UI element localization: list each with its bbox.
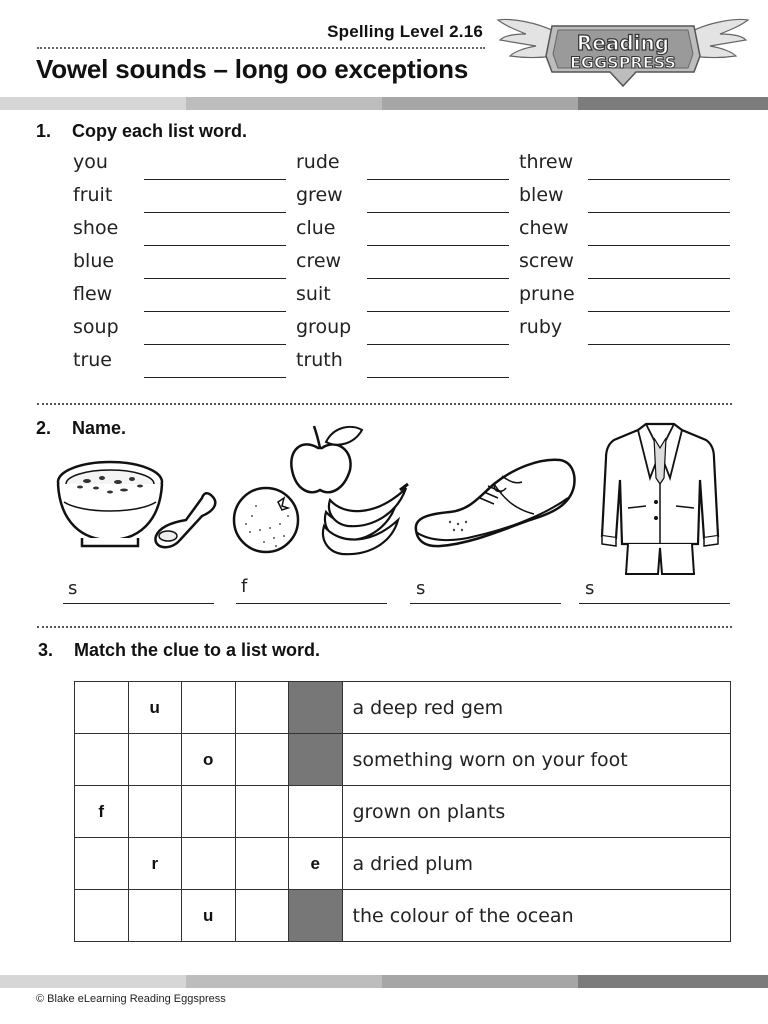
answer-letter-suit: s [585, 578, 595, 599]
clue-text: the colour of the ocean [342, 890, 730, 942]
footer-copyright: © Blake eLearning Reading Eggspress [36, 993, 226, 1005]
copy-line[interactable] [588, 179, 730, 180]
copy-line[interactable] [144, 377, 286, 378]
list-word: shoe [73, 217, 119, 239]
letter-cell[interactable]: u [182, 890, 236, 942]
list-word: soup [73, 316, 119, 338]
copy-line[interactable] [588, 311, 730, 312]
letter-cell[interactable] [75, 734, 129, 786]
grid-row [75, 786, 731, 838]
letter-cell[interactable] [235, 682, 289, 734]
letter-cell[interactable]: e [289, 838, 343, 890]
list-word: fruit [73, 184, 113, 206]
spelling-level: Spelling Level 2.16 [327, 22, 483, 41]
question-2-number: 2. [36, 418, 52, 438]
letter-cell[interactable] [75, 838, 129, 890]
shaded-cell [289, 890, 343, 942]
fruit-icon [230, 420, 410, 560]
list-word: clue [296, 217, 336, 239]
answer-letter-shoe: s [416, 578, 426, 599]
copy-line[interactable] [367, 212, 509, 213]
list-word: grew [296, 184, 343, 206]
letter-cell[interactable]: u [128, 682, 182, 734]
question-1-heading [36, 121, 247, 142]
copy-line[interactable] [588, 344, 730, 345]
letter-cell[interactable]: f [75, 786, 129, 838]
list-word: blue [73, 250, 115, 272]
list-word: rude [296, 151, 340, 173]
letter-cell[interactable] [128, 890, 182, 942]
question-3-instruction: Match the clue to a list word. [74, 640, 321, 660]
copy-line[interactable] [144, 344, 286, 345]
list-word: you [73, 151, 108, 173]
list-word: group [296, 316, 352, 338]
grid-row [75, 838, 731, 890]
logo-text-reading: Reading [576, 31, 670, 55]
grid-row [75, 734, 731, 786]
reading-eggspress-logo [496, 12, 750, 90]
question-2-heading [36, 418, 126, 439]
list-word: threw [519, 151, 574, 173]
list-word: truth [296, 349, 343, 371]
soup-bowl-icon [52, 452, 222, 557]
list-word: crew [296, 250, 342, 272]
question-1-instruction: Copy each list word. [72, 121, 248, 141]
list-word: prune [519, 283, 575, 305]
grid-row [75, 682, 731, 734]
crossword-grid [74, 681, 731, 942]
answer-line-soup[interactable] [63, 603, 214, 604]
logo-text-eggspress: EGGSPRESS [569, 53, 677, 72]
clue-text: a deep red gem [342, 682, 730, 734]
letter-cell[interactable] [75, 682, 129, 734]
copy-line[interactable] [588, 278, 730, 279]
letter-cell[interactable] [75, 890, 129, 942]
list-word: flew [73, 283, 113, 305]
list-word: screw [519, 250, 574, 272]
copy-line[interactable] [367, 245, 509, 246]
letter-cell[interactable] [235, 890, 289, 942]
copy-line[interactable] [144, 311, 286, 312]
list-word: chew [519, 217, 569, 239]
letter-cell[interactable] [235, 734, 289, 786]
shaded-cell [289, 682, 343, 734]
copy-line[interactable] [367, 278, 509, 279]
list-word: suit [296, 283, 331, 305]
list-word: ruby [519, 316, 563, 338]
letter-cell[interactable] [235, 838, 289, 890]
letter-cell[interactable] [182, 682, 236, 734]
copy-line[interactable] [144, 212, 286, 213]
letter-cell[interactable]: r [128, 838, 182, 890]
answer-line-shoe[interactable] [410, 603, 561, 604]
suit-icon [598, 418, 728, 576]
shoe-icon [410, 452, 580, 552]
letter-cell[interactable] [182, 786, 236, 838]
grid-row [75, 890, 731, 942]
question-3-heading [38, 640, 320, 661]
copy-line[interactable] [588, 212, 730, 213]
answer-line-suit[interactable] [579, 603, 730, 604]
shaded-cell [289, 734, 343, 786]
copy-line[interactable] [367, 179, 509, 180]
section-divider-1 [37, 403, 732, 405]
answer-letter-fruit: f [241, 576, 248, 597]
copy-line[interactable] [144, 245, 286, 246]
letter-cell[interactable] [235, 786, 289, 838]
copy-line[interactable] [367, 377, 509, 378]
letter-cell[interactable] [128, 734, 182, 786]
letter-cell[interactable] [128, 786, 182, 838]
copy-line[interactable] [144, 179, 286, 180]
clue-text: grown on plants [342, 786, 730, 838]
footer-color-bar [0, 975, 768, 988]
list-word: true [73, 349, 112, 371]
header-divider [37, 47, 485, 49]
letter-cell[interactable] [182, 838, 236, 890]
copy-line[interactable] [367, 311, 509, 312]
copy-line[interactable] [144, 278, 286, 279]
question-2-instruction: Name. [72, 418, 127, 438]
letter-cell[interactable] [289, 786, 343, 838]
clue-text: a dried plum [342, 838, 730, 890]
question-1-number: 1. [36, 121, 52, 141]
copy-line[interactable] [588, 245, 730, 246]
header-color-bar [0, 97, 768, 110]
copy-line[interactable] [367, 344, 509, 345]
letter-cell[interactable]: o [182, 734, 236, 786]
answer-letter-soup: s [68, 578, 78, 599]
question-3-number: 3. [38, 640, 54, 660]
section-divider-2 [37, 626, 732, 628]
page-title: Vowel sounds – long oo exceptions [36, 54, 469, 84]
list-word: blew [519, 184, 564, 206]
answer-line-fruit[interactable] [236, 603, 387, 604]
clue-text: something worn on your foot [342, 734, 730, 786]
